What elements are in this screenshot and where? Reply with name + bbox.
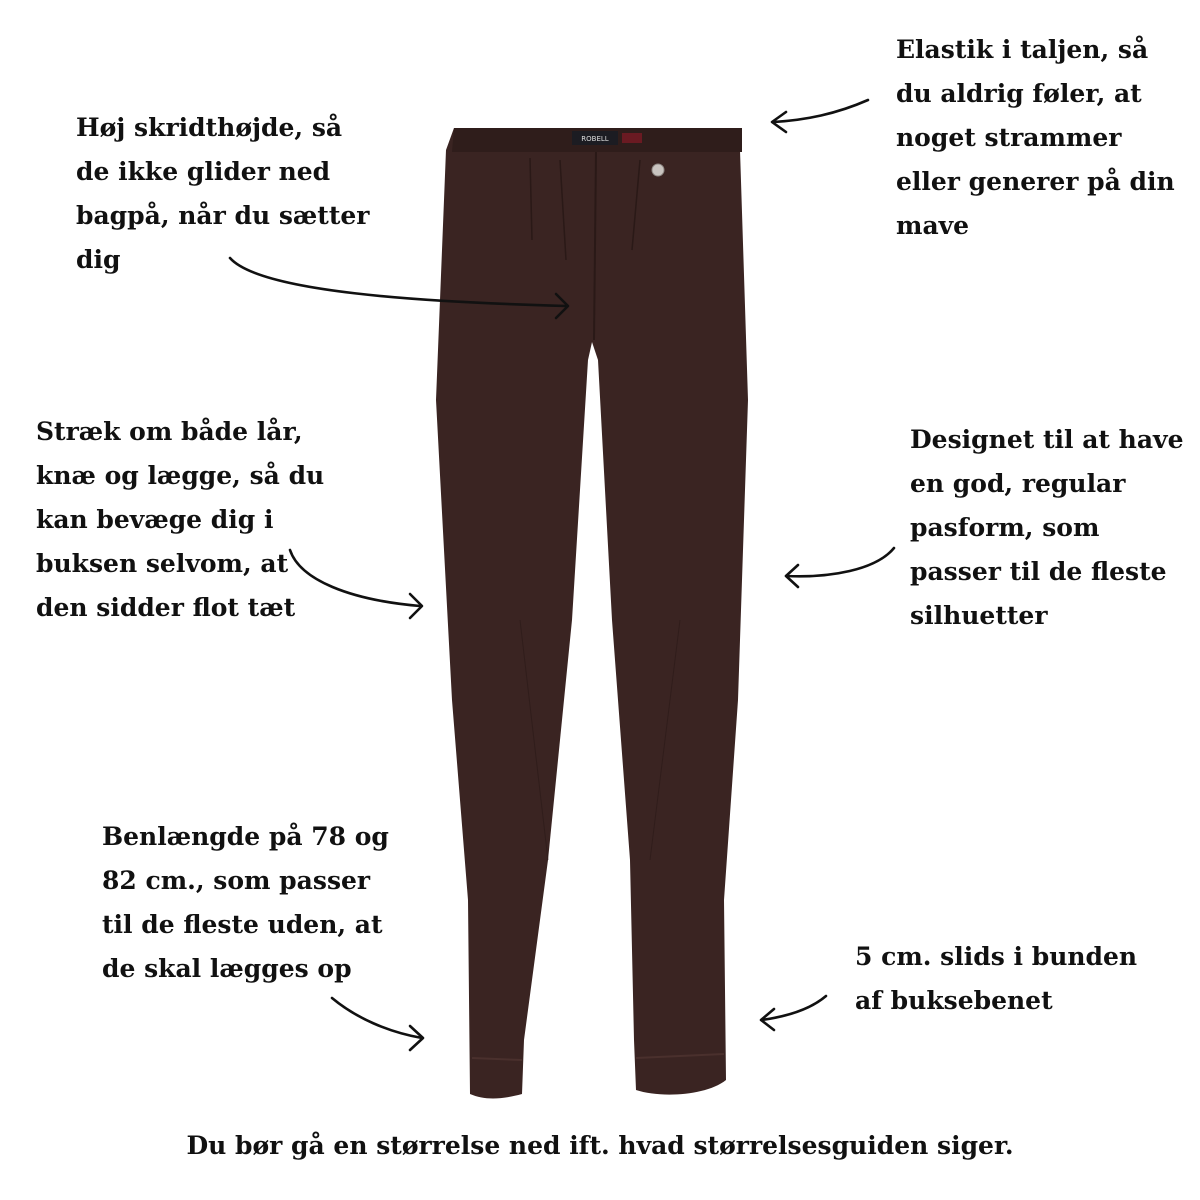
annotation-line: til de fleste uden, at (102, 910, 383, 939)
annotation-line: Designet til at have (910, 425, 1184, 454)
trousers-image (436, 128, 748, 1099)
annotation-line: knæ og lægge, så du (36, 461, 325, 490)
length-annotation (102, 815, 389, 991)
annotation-line: 82 cm., som passer (102, 866, 371, 895)
stretch-annotation (36, 410, 324, 630)
annotation-line: du aldrig føler, at (896, 79, 1142, 108)
annotation-line: pasform, som (910, 513, 1100, 542)
annotation-line: Stræk om både lår, (36, 417, 303, 446)
annotation-line: eller generer på din (896, 167, 1175, 196)
fit-annotation (910, 418, 1183, 638)
annotation-line: bagpå, når du sætter (76, 201, 370, 230)
annotation-line: mave (896, 211, 970, 240)
annotation-line: silhuetter (910, 601, 1048, 630)
annotation-line: kan bevæge dig i (36, 505, 274, 534)
annotation-line: en god, regular (910, 469, 1126, 498)
annotation-line: dig (76, 245, 121, 274)
annotation-line: Benlængde på 78 og (102, 822, 389, 851)
slit-annotation (855, 935, 1137, 1023)
arrow-icon (772, 100, 868, 132)
annotation-line: Høj skridthøjde, så (76, 113, 343, 142)
button-icon (652, 164, 664, 176)
arrow-icon (786, 548, 894, 587)
annotation-line: af buksebenet (855, 986, 1053, 1015)
annotation-line: Elastik i taljen, så (896, 35, 1149, 64)
waist-annotation (896, 28, 1175, 248)
annotation-line: passer til de fleste (910, 557, 1167, 586)
annotation-line: buksen selvom, at (36, 549, 289, 578)
brand-label: ROBELL (581, 135, 609, 143)
size-advice-footer: Du bør gå en størrelse ned ift. hvad størrelsesguiden siger. (186, 1131, 1014, 1160)
arrow-icon (761, 996, 826, 1030)
annotation-line: noget strammer (896, 123, 1122, 152)
annotation-line: de ikke glider ned (76, 157, 331, 186)
annotation-line: den sidder flot tæt (36, 593, 296, 622)
annotation-line: de skal lægges op (102, 954, 352, 983)
rise-annotation (76, 106, 369, 282)
arrow-icon (332, 998, 423, 1050)
annotation-line: 5 cm. slids i bunden (855, 942, 1138, 971)
